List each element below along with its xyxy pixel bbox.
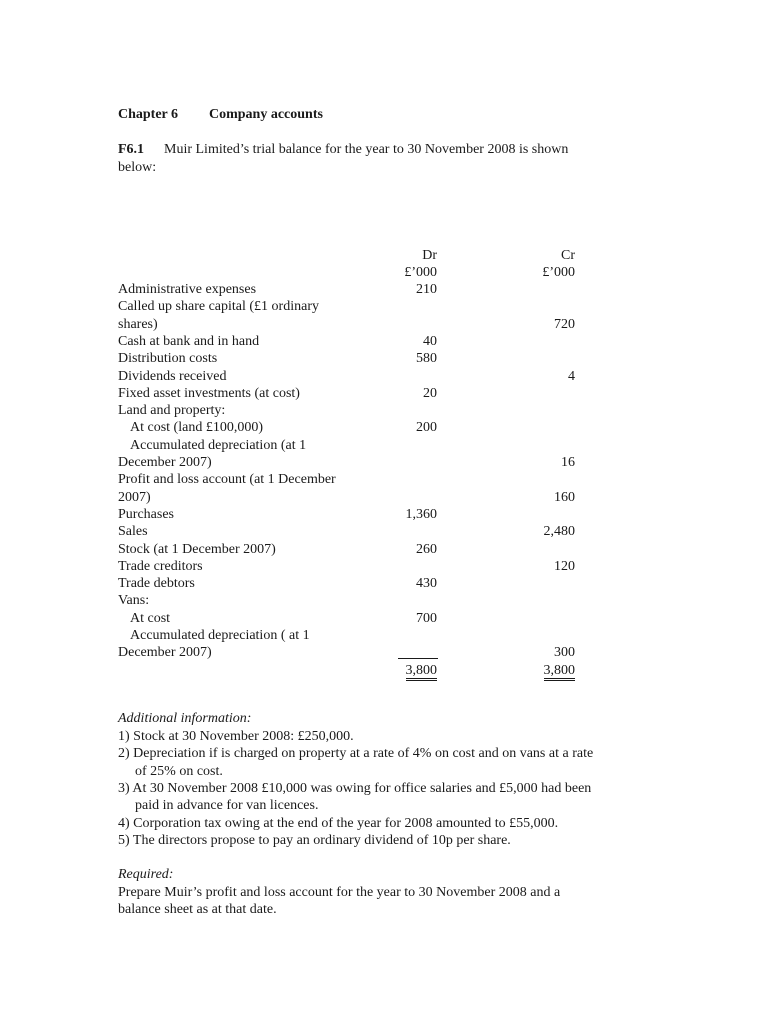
trial-balance-row-dr: 580 — [416, 351, 437, 367]
trial-balance-row-label: At cost (land £100,000) — [130, 420, 263, 436]
question-intro-line2: below: — [118, 160, 157, 175]
trial-balance-row-label: Distribution costs — [118, 351, 218, 367]
cr-unit: £’000 — [542, 265, 575, 280]
dr-column-header: Dr — [422, 248, 437, 263]
trial-balance-row-label: Profit and loss account (at 1 December — [118, 472, 336, 488]
trial-balance-row-label: 2007) — [118, 489, 151, 505]
trial-balance-row-label: Trade creditors — [118, 558, 203, 574]
trial-balance-row-label: Dividends received — [118, 368, 227, 384]
required-line2: balance sheet as at that date. — [118, 902, 277, 917]
trial-balance-row-label: Sales — [118, 524, 148, 540]
trial-balance-row-label: shares) — [118, 316, 158, 332]
additional-info-item: 4) Corporation tax owing at the end of the year for 2008 amounted to £55,000. — [118, 815, 559, 831]
additional-info-heading: Additional information: — [118, 711, 252, 726]
trial-balance-row-dr: 700 — [416, 610, 437, 626]
dr-total — [406, 662, 438, 679]
trial-balance-row-label: Accumulated depreciation (at 1 — [130, 437, 307, 453]
trial-balance-row-label: Stock (at 1 December 2007) — [118, 541, 276, 557]
trial-balance-row-label: Cash at bank and in hand — [118, 333, 260, 349]
required-line1: Prepare Muir’s profit and loss account for the year to 30 November 2008 and a — [118, 885, 561, 900]
trial-balance-row-cr: 720 — [554, 316, 575, 332]
trial-balance-row-dr: 40 — [423, 333, 437, 349]
trial-balance-row-label: Land and property: — [118, 403, 226, 419]
question-intro-line1: Muir Limited’s trial balance for the year to 30 November 2008 is shown — [164, 142, 569, 157]
trial-balance-row-dr: 210 — [416, 282, 437, 297]
required-heading: Required: — [118, 867, 174, 882]
trial-balance-row-dr: 260 — [416, 541, 437, 557]
trial-balance-row-label: Fixed asset investments (at cost) — [118, 385, 300, 401]
dr-unit: £’000 — [404, 265, 437, 280]
additional-info-item: 1) Stock at 30 November 2008: £250,000. — [118, 729, 354, 744]
trial-balance-row-label: Administrative expenses — [118, 282, 257, 297]
additional-info-item-continuation: paid in advance for van licences. — [135, 798, 319, 814]
trial-balance-row-cr: 300 — [554, 645, 575, 661]
trial-balance-row-cr: 120 — [554, 558, 575, 574]
question-ref: F6.1 — [118, 142, 145, 157]
additional-info-item-continuation: of 25% on cost. — [135, 763, 223, 779]
trial-balance-row-cr: 2,480 — [543, 524, 575, 540]
chapter-title: Company accounts — [209, 107, 323, 122]
trial-balance-row-label: Accumulated depreciation ( at 1 — [130, 628, 310, 643]
trial-balance-row-dr: 1,360 — [405, 506, 437, 522]
trial-balance-row-label: Vans: — [118, 593, 150, 609]
dr-total-value: 3,800 — [406, 663, 438, 681]
trial-balance-row-label: At cost — [130, 610, 171, 626]
trial-balance-row-label: Called up share capital (£1 ordinary — [118, 299, 319, 315]
dr-total-rule — [398, 658, 438, 659]
trial-balance-row-cr: 16 — [561, 455, 575, 470]
trial-balance-row-dr: 430 — [416, 576, 437, 592]
trial-balance-row-cr: 160 — [554, 489, 575, 505]
cr-total — [544, 662, 576, 679]
additional-info-item: 3) At 30 November 2008 £10,000 was owing for office salaries and £5,000 had been — [118, 780, 592, 796]
trial-balance-row-cr: 4 — [568, 368, 575, 384]
cr-column-header: Cr — [561, 248, 575, 263]
trial-balance-row-dr: 20 — [423, 385, 437, 401]
chapter-number: Chapter 6 — [118, 107, 179, 122]
trial-balance-row-dr: 200 — [416, 420, 437, 436]
cr-total-value: 3,800 — [544, 663, 576, 681]
additional-info-item: 5) The directors propose to pay an ordinary dividend of 10p per share. — [118, 832, 511, 848]
trial-balance-row-label: December 2007) — [118, 455, 212, 470]
trial-balance-row-label: Trade debtors — [118, 576, 195, 592]
trial-balance-row-label: Purchases — [118, 506, 174, 522]
additional-info-item: 2) Depreciation if is charged on property at a rate of 4% on cost and on vans at a rate — [118, 746, 594, 762]
trial-balance-row-label: December 2007) — [118, 645, 212, 661]
